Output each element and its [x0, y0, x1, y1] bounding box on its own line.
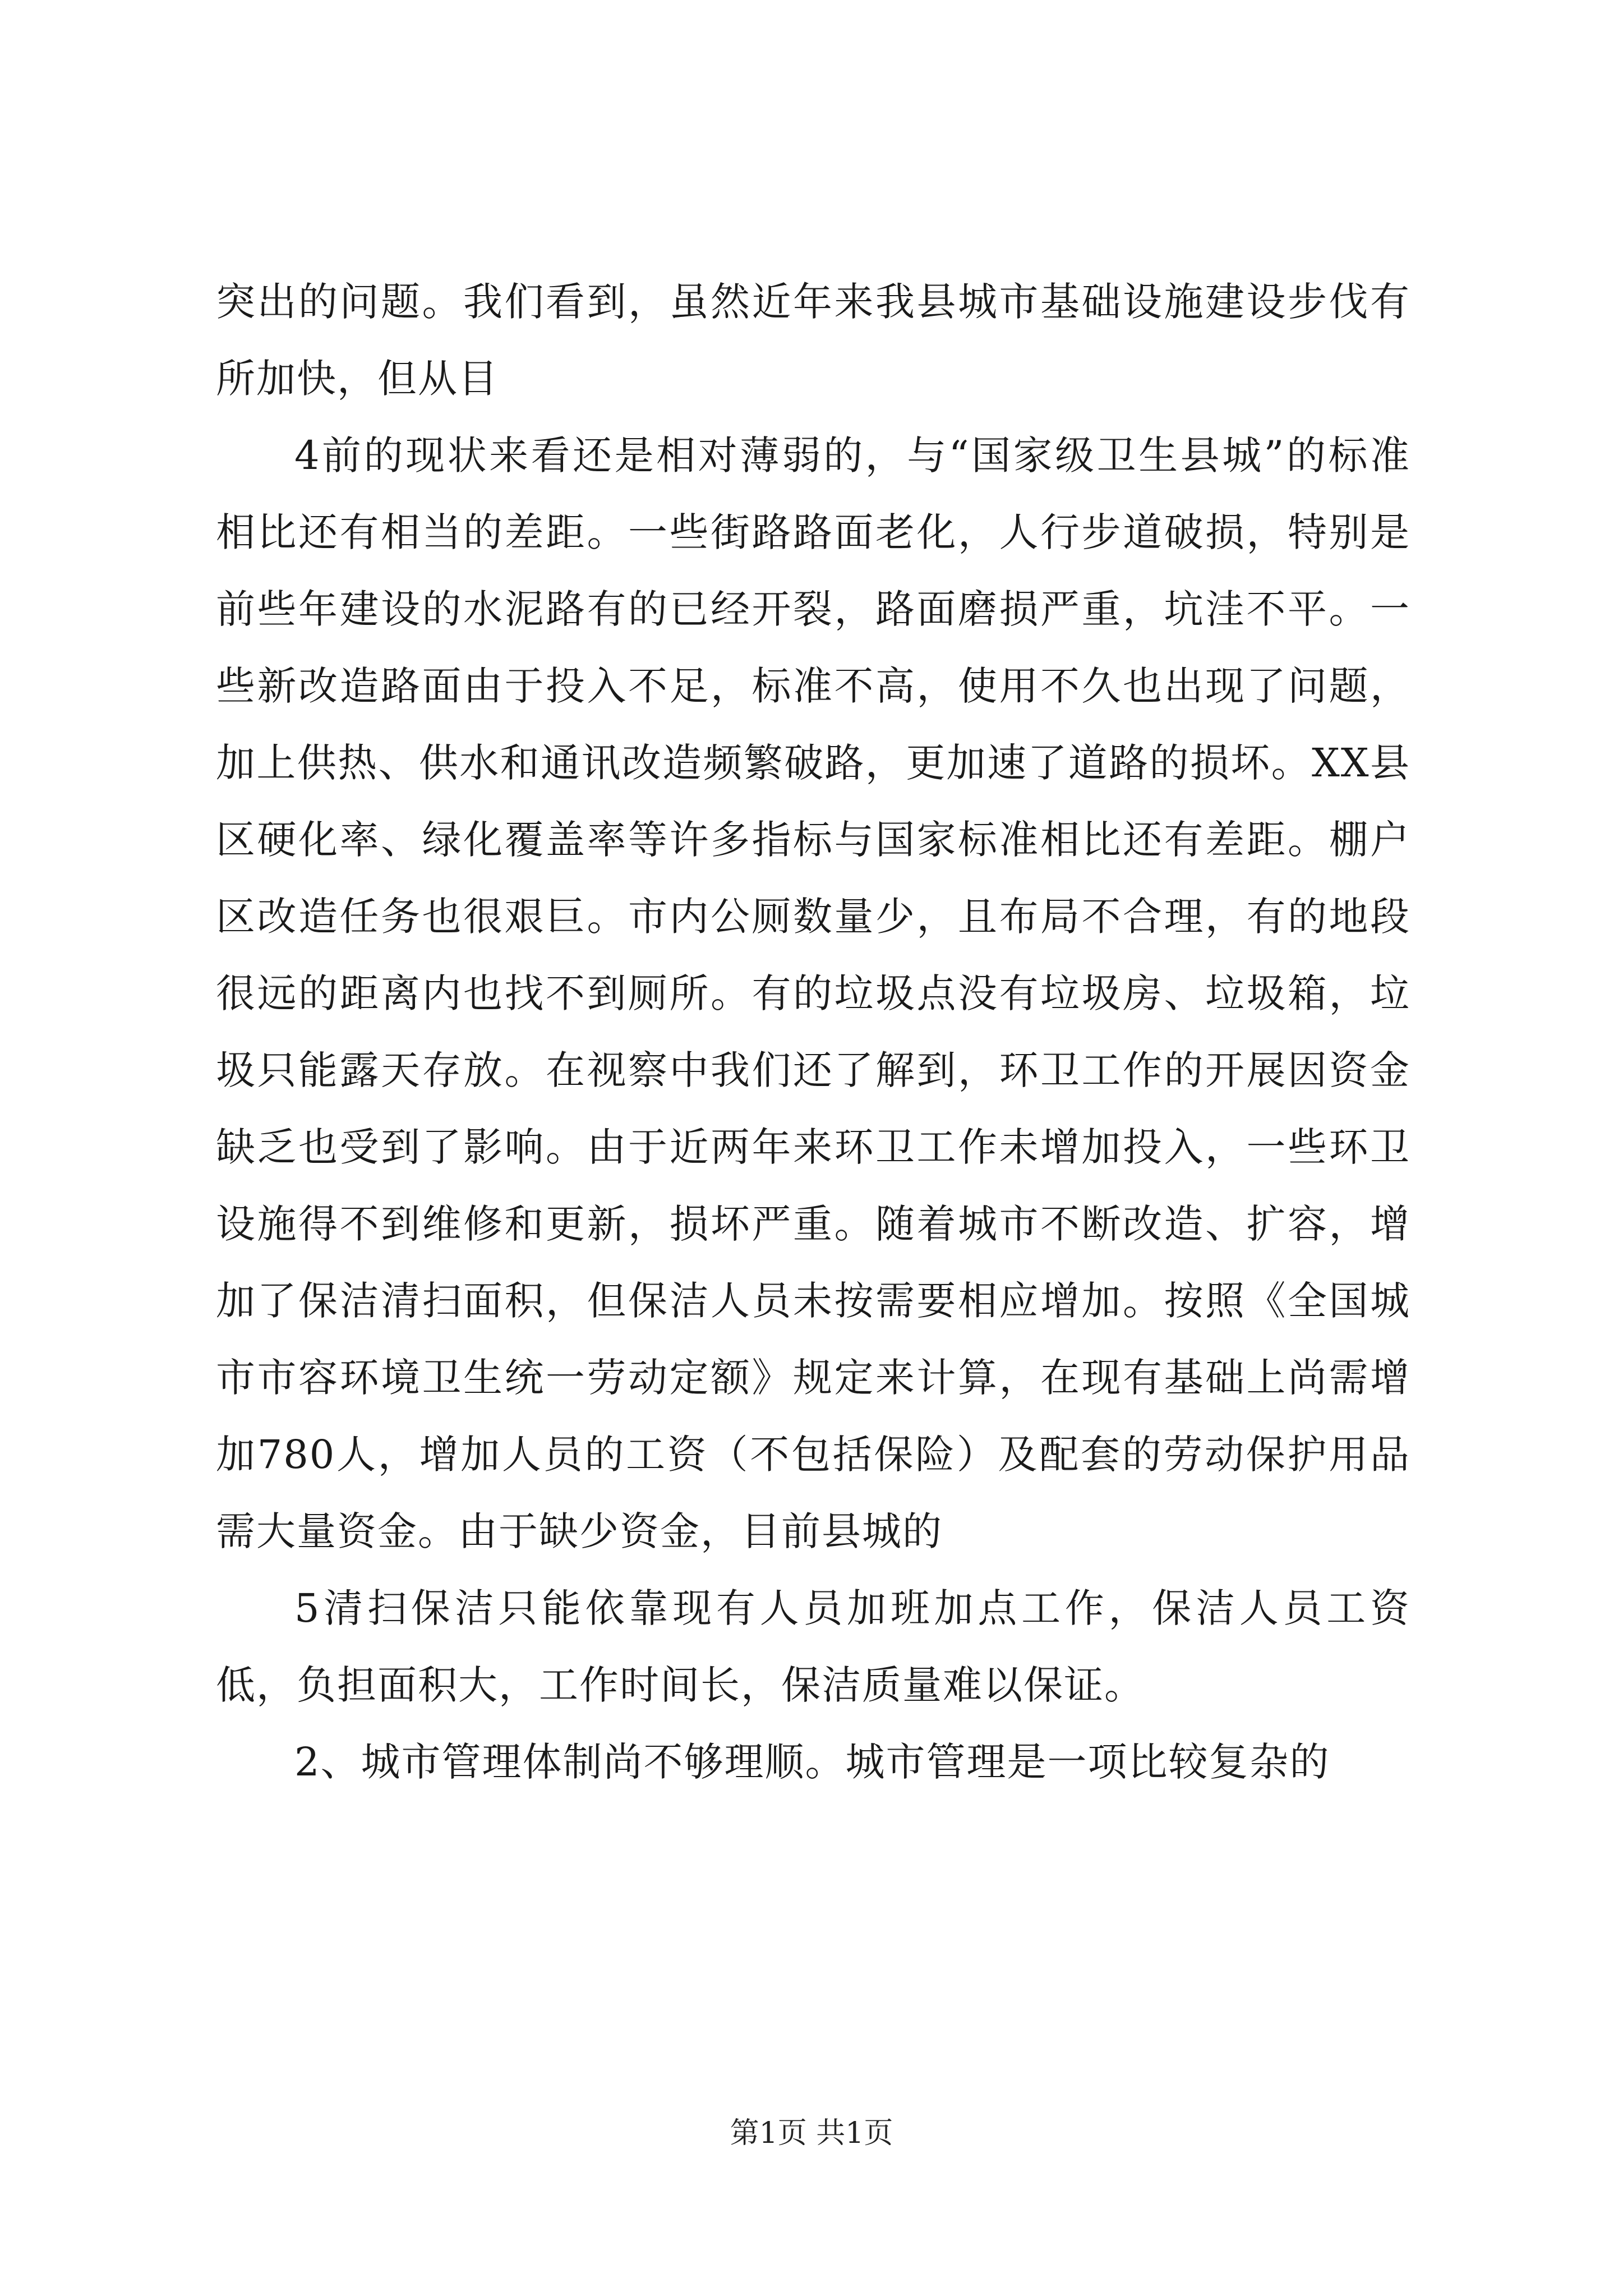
paragraph-2: 4前的现状来看还是相对薄弱的，与“国家级卫生县城”的标准相比还有相当的差距。一些街路路面老化，人行步道破损，特别是前些年建设的水泥路有的已经开裂，路面磨损严重，坑洼不平。一些新改造路面由于投入不足，标准不高，使用不久也出现了问题，加上供热、供水和通讯改造频繁破路，更加速了道路的损坏。XX县区硬化率、绿化覆盖率等许多指标与国家标准相比还有差距。棚户区改造任务也很艰巨。市内公厕数量少，且布局不合理，有的地段很远的距离内也找不到厕所。有的垃圾点没有垃圾房、垃圾箱，垃圾只能露天存放。在视察中我们还了解到，环卫工作的开展因资金缺乏也受到了影响。由于近两年来环卫工作未增加投入，一些环卫设施得不到维修和更新，损坏严重。随着城市不断改造、扩容，增加了保洁清扫面积，但保洁人员未按需要相应增加。按照《全国城市市容环境卫生统一劳动定额》规定来计算，在现有基础上尚需增加780人，增加人员的工资（不包括保险）及配套的劳动保护用品需大量资金。由于缺少资金，目前县城的 [216, 432, 1410, 1554]
paragraph-1: 突出的问题。我们看到，虽然近年来我县城市基础设施建设步伐有所加快，但从目 [216, 279, 1410, 402]
document-body [216, 264, 1410, 1801]
page-footer: 第1页 共1页 [730, 2116, 893, 2150]
paragraph-3: 5清扫保洁只能依靠现有人员加班加点工作，保洁人员工资低，负担面积大，工作时间长，保洁质量难以保证。 [216, 1585, 1410, 1708]
paragraph-4: 2、城市管理体制尚不够理顺。城市管理是一项比较复杂的 [294, 1739, 1330, 1785]
